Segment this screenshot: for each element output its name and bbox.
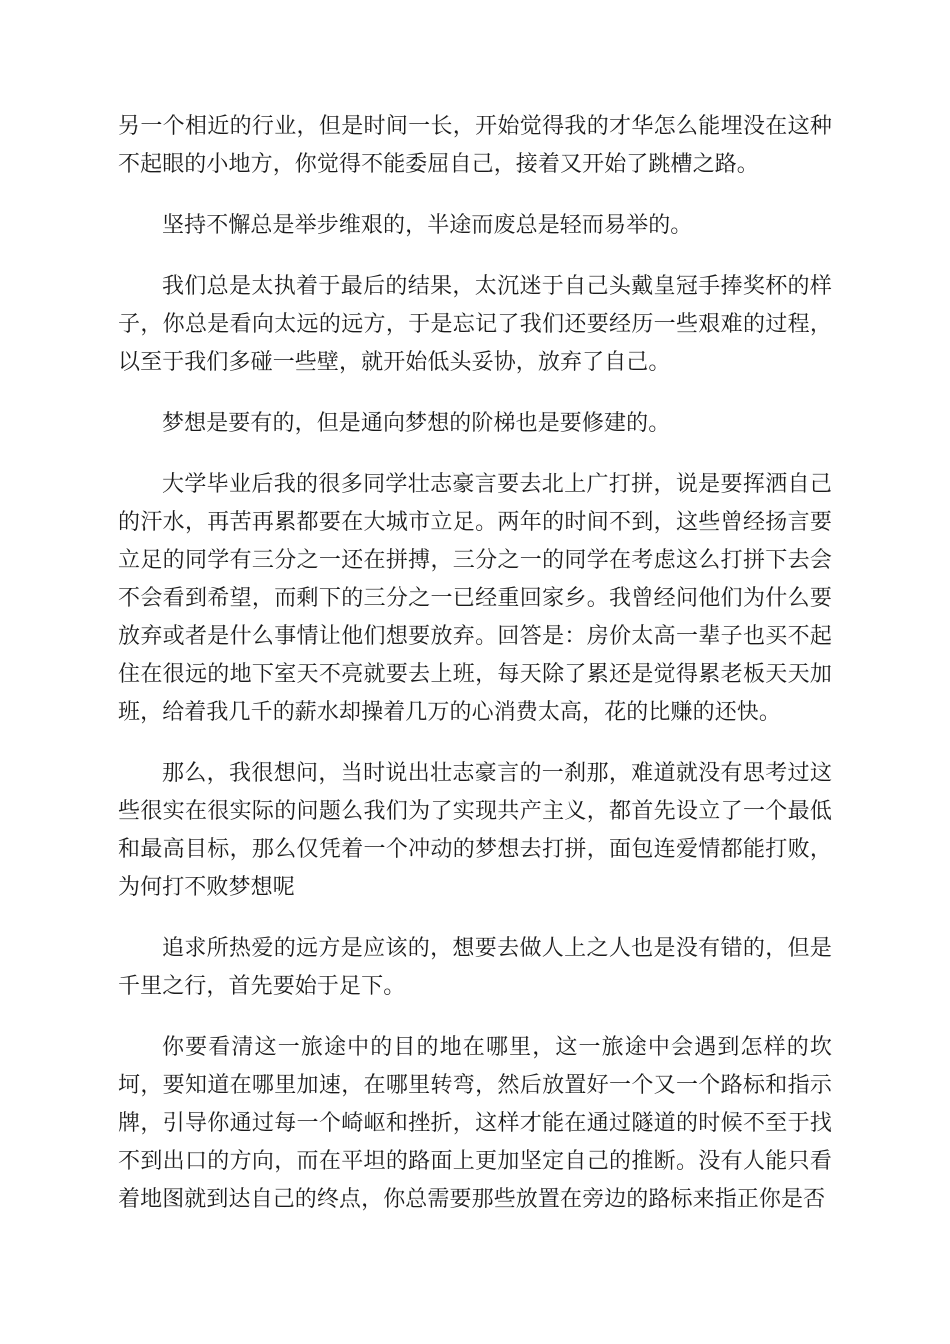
paragraph-5: 大学毕业后我的很多同学壮志豪言要去北上广打拼，说是要挥洒自己的汗水，再苦再累都要在大城市立足。两年的时间不到，这些曾经扬言要立足的同学有三分之一还在拼搏，三分之一的同学在考虑这么打拼下去会不会看到希望，而剩下的三分之一已经重回家乡。我曾经问他们为什么要放弃或者是什么事情让他们想要放弃。回答是：房价太高一辈子也买不起住在很远的地下室天不亮就要去上班，每天除了累还是觉得累老板天天加班，给着我几千的薪水却操着几万的心消费太高，花的比赚的还快。 <box>118 472 832 725</box>
paragraph-7: 追求所热爱的远方是应该的，想要去做人上之人也是没有错的，但是千里之行，首先要始于足下。 <box>118 936 832 999</box>
paragraph-1: 另一个相近的行业，但是时间一长，开始觉得我的才华怎么能埋没在这种不起眼的小地方，你觉得不能委屈自己，接着又开始了跳槽之路。 <box>118 114 832 177</box>
paragraph-4: 梦想是要有的，但是通向梦想的阶梯也是要修建的。 <box>162 411 671 436</box>
paragraph-3: 我们总是太执着于最后的结果，太沉迷于自己头戴皇冠手捧奖杯的样子，你总是看向太远的远方，于是忘记了我们还要经历一些艰难的过程，以至于我们多碰一些壁，就开始低头妥协，放弃了自己。 <box>118 274 832 375</box>
paragraph-6: 那么，我很想问，当时说出壮志豪言的一刹那，难道就没有思考过这些很实在很实际的问题么我们为了实现共产主义，都首先设立了一个最低和最高目标，那么仅凭着一个冲动的梦想去打拼，面包连爱情都能打败，为何打不败梦想呢 <box>118 761 832 900</box>
paragraph-8: 你要看清这一旅途中的目的地在哪里，这一旅途中会遇到怎样的坎坷，要知道在哪里加速，在哪里转弯，然后放置好一个又一个路标和指示牌，引导你通过每一个崎岖和挫折，这样才能在通过隧道的时候不至于找不到出口的方向，而在平坦的路面上更加坚定自己的推断。没有人能只看着地图就到达自己的终点，你总需要那些放置在旁边的路标来指正你是否 <box>118 1035 832 1212</box>
paragraph-2: 坚持不懈总是举步维艰的，半途而废总是轻而易举的。 <box>162 213 693 238</box>
